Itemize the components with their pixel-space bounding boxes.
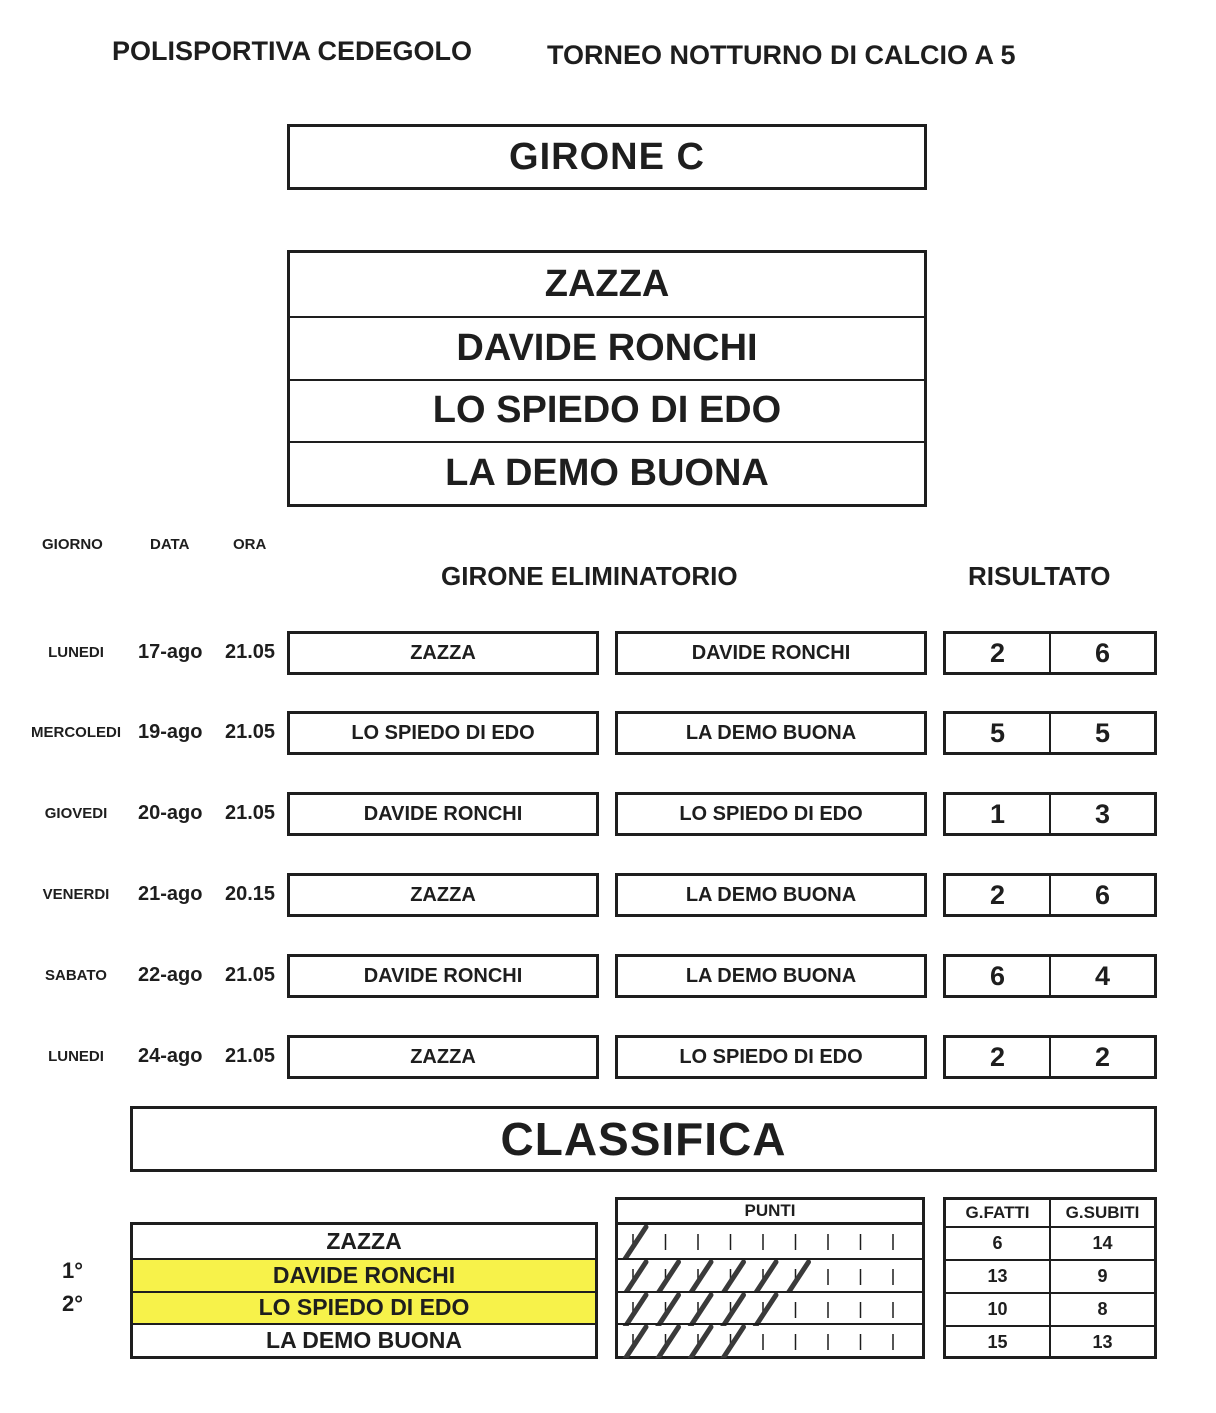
home-team: ZAZZA [287, 873, 599, 917]
match-time: 21.05 [225, 641, 276, 663]
away-team: DAVIDE RONCHI [615, 631, 927, 675]
points-header: PUNTI [615, 1197, 925, 1225]
team-list-item: ZAZZA [544, 262, 670, 305]
team-list-item: DAVIDE RONCHI [290, 316, 924, 379]
goals-against: 13 [1049, 1327, 1154, 1358]
tally-marks [618, 1325, 922, 1358]
position-label: 2° [62, 1291, 84, 1316]
goals-against-header: G.SUBITI [1049, 1200, 1154, 1226]
match-day: GIOVEDI [44, 805, 108, 822]
point-mark [625, 1327, 646, 1358]
match-time: 21.05 [225, 802, 276, 824]
result-section-title: RISULTATO [968, 561, 1111, 591]
match-date: 24-ago [138, 1045, 203, 1067]
standings-title: CLASSIFICA [130, 1106, 1157, 1172]
match-date: 17-ago [138, 641, 203, 663]
score-box [943, 1035, 1157, 1079]
team-list [287, 250, 927, 507]
column-header-day: GIORNO [42, 536, 103, 553]
tally-marks [618, 1260, 922, 1293]
home-score: 6 [989, 960, 1006, 991]
away-score: 5 [1049, 714, 1154, 752]
match-time: 21.05 [225, 721, 276, 743]
group-title: GIRONE C [287, 124, 927, 190]
score-box [943, 873, 1157, 917]
match-day: MERCOLEDI [31, 724, 121, 741]
home-score: 5 [989, 717, 1006, 748]
tally-marks [618, 1293, 922, 1326]
match-day: LUNEDI [48, 1048, 104, 1065]
home-score: 1 [989, 798, 1006, 829]
away-score: 3 [1049, 795, 1154, 833]
away-team: LO SPIEDO DI EDO [615, 1035, 927, 1079]
away-score: 6 [1049, 634, 1154, 672]
point-mark [723, 1262, 744, 1293]
point-mark [755, 1262, 776, 1293]
away-team: LA DEMO BUONA [615, 873, 927, 917]
standings-team-list [130, 1222, 598, 1359]
team-list-item: LO SPIEDO DI EDO [290, 379, 924, 442]
goals-row [946, 1292, 1154, 1325]
away-team: LA DEMO BUONA [615, 954, 927, 998]
point-mark [625, 1262, 646, 1293]
goals-against: 14 [1049, 1228, 1154, 1259]
tournament-name: TORNEO NOTTURNO DI CALCIO A 5 [547, 40, 1016, 70]
home-score: 2 [989, 1041, 1006, 1072]
home-team: ZAZZA [287, 1035, 599, 1079]
point-mark [788, 1262, 809, 1293]
standings-row: ZAZZA [326, 1227, 402, 1254]
away-team: LA DEMO BUONA [615, 711, 927, 755]
points-tally-row [618, 1323, 922, 1356]
goals-row [946, 1325, 1154, 1358]
match-date: 22-ago [138, 964, 203, 986]
tally-marks [618, 1225, 922, 1258]
matches-section-title: GIRONE ELIMINATORIO [441, 561, 738, 591]
goals-for: 15 [987, 1332, 1008, 1352]
goals-for: 13 [987, 1266, 1008, 1286]
column-header-time: ORA [233, 536, 267, 553]
goals-for-header: G.FATTI [965, 1203, 1030, 1222]
home-team: ZAZZA [287, 631, 599, 675]
point-mark [755, 1295, 776, 1326]
away-team: LO SPIEDO DI EDO [615, 792, 927, 836]
point-mark [690, 1262, 711, 1293]
point-mark [690, 1327, 711, 1358]
goals-table [943, 1197, 1157, 1359]
score-box [943, 631, 1157, 675]
match-time: 21.05 [225, 1045, 276, 1067]
match-time: 20.15 [225, 883, 276, 905]
score-box [943, 954, 1157, 998]
goals-against: 8 [1049, 1294, 1154, 1325]
away-score: 4 [1049, 957, 1154, 995]
standings-row: LA DEMO BUONA [133, 1323, 595, 1356]
club-name: POLISPORTIVA CEDEGOLO [112, 36, 473, 66]
goals-row [946, 1226, 1154, 1259]
score-box [943, 711, 1157, 755]
match-date: 19-ago [138, 721, 203, 743]
match-day: VENERDI [42, 886, 110, 903]
home-team: LO SPIEDO DI EDO [287, 711, 599, 755]
home-team: DAVIDE RONCHI [287, 954, 599, 998]
match-date: 20-ago [138, 802, 203, 824]
point-mark [723, 1295, 744, 1326]
point-mark [658, 1295, 679, 1326]
point-mark [723, 1327, 744, 1358]
points-tally-row [618, 1225, 922, 1258]
points-tally [615, 1222, 925, 1359]
position-label: 1° [62, 1258, 84, 1283]
column-header-date: DATA [150, 536, 190, 553]
standings-row: LO SPIEDO DI EDO [133, 1291, 595, 1324]
goals-row [946, 1259, 1154, 1292]
home-score: 2 [989, 637, 1006, 668]
point-mark [625, 1295, 646, 1326]
standings-row: DAVIDE RONCHI [133, 1258, 595, 1291]
point-mark [658, 1262, 679, 1293]
point-mark [625, 1227, 646, 1258]
score-box [943, 792, 1157, 836]
points-tally-row [618, 1291, 922, 1324]
home-score: 2 [989, 879, 1006, 910]
match-time: 21.05 [225, 964, 276, 986]
goals-for: 6 [992, 1233, 1003, 1253]
goals-against: 9 [1049, 1261, 1154, 1292]
team-list-item: LA DEMO BUONA [290, 441, 924, 504]
match-day: LUNEDI [48, 644, 104, 661]
away-score: 6 [1049, 876, 1154, 914]
point-mark [690, 1295, 711, 1326]
home-team: DAVIDE RONCHI [287, 792, 599, 836]
points-tally-row [618, 1258, 922, 1291]
point-mark [658, 1327, 679, 1358]
match-day: SABATO [45, 967, 107, 984]
away-score: 2 [1049, 1038, 1154, 1076]
match-date: 21-ago [138, 883, 203, 905]
goals-for: 10 [987, 1299, 1008, 1319]
